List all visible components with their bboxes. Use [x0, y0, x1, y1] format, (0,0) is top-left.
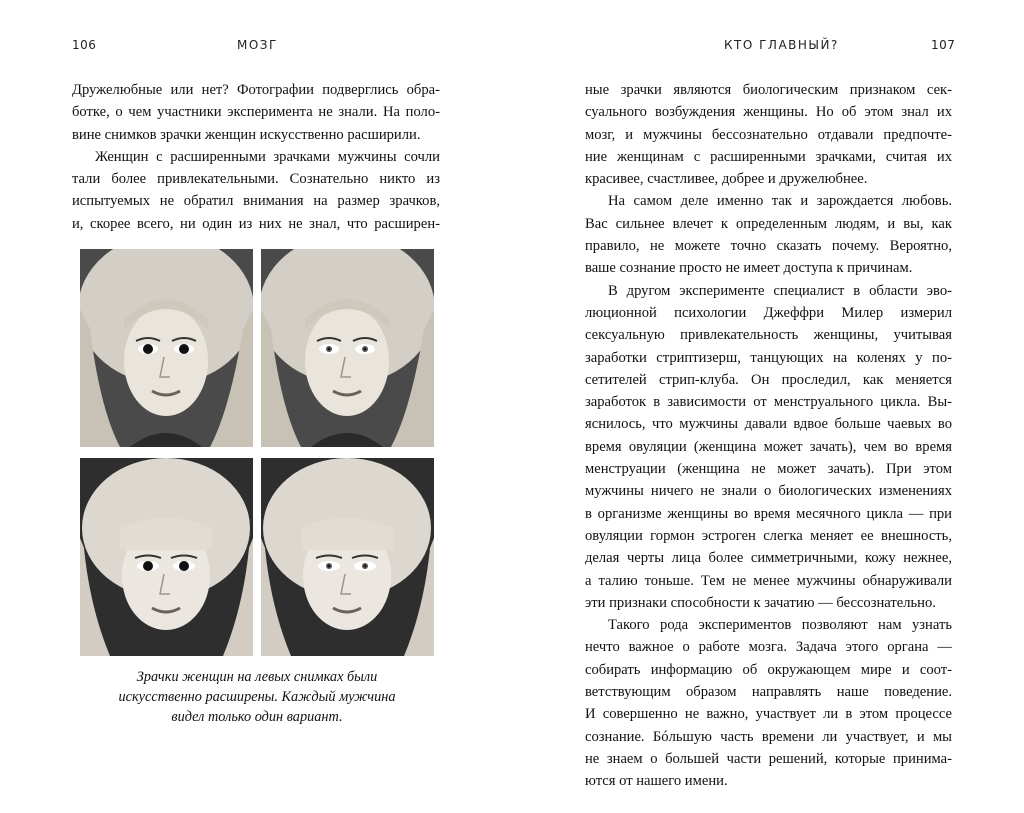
text-line: ются от нашего имени. — [585, 773, 728, 790]
right-page — [512, 0, 1024, 813]
portrait-image — [261, 458, 434, 656]
text-line: не знаем о большей части решений, которые принима- — [585, 750, 952, 767]
portrait-image — [261, 249, 434, 447]
left-page-number: 106 — [72, 38, 97, 52]
text-line: яснилось, что мужчины давали вдвое больше чаевых во — [585, 416, 952, 433]
text-line: менструации (женщина не может зачать). При этом — [585, 461, 952, 478]
text-line: заработок в зависимости от менструального цикла. Вы- — [585, 394, 952, 411]
text-line: ние женщинам с расширенными зрачками, считая их — [585, 148, 952, 165]
left-running-title: МОЗГ — [237, 38, 278, 52]
text-line: в организме женщины во время месячного цикла — при — [585, 505, 952, 522]
text-line: сетителей стрип-клуба. Он проследил, как меняется — [585, 371, 952, 388]
text-line: собирать информацию об окружающем мире и соот- — [585, 661, 952, 678]
right-body-text — [585, 79, 952, 793]
left-body-text — [72, 79, 440, 235]
text-line: испытуемых не обратил внимания на размер зрачков, — [72, 193, 440, 210]
text-line: овуляции гормон эстроген слегка меняет ее внешность, — [585, 527, 952, 544]
text-line: ботке, о чем участники эксперимента не знали. На поло- — [72, 104, 440, 121]
caption-line: видел только один вариант. — [171, 709, 343, 725]
text-line: нечто важное о работе мозга. Задача этого органа — — [585, 639, 952, 656]
text-line: вине снимков зрачки женщин искусственно расширили. — [72, 126, 421, 143]
text-line: суального возбуждения женщины. Но об этом знал их — [585, 104, 952, 121]
text-line: Вас сильнее влечет к определенным людям, и вы, как — [585, 215, 952, 232]
text-line: Женщин с расширенными зрачками мужчины сочли — [95, 148, 440, 165]
text-line: ные зрачки являются биологическим признаком сек- — [585, 82, 952, 98]
text-line: мозг, и мужчины бессознательно отдавали предпочте- — [585, 126, 952, 143]
text-line: тали более привлекательными. Сознательно никто из — [72, 171, 440, 188]
text-line: Дружелюбные или нет? Фотографии подверглись обра- — [72, 82, 440, 98]
text-line: эти признаки способности к зачатию — бессознательно. — [585, 594, 936, 611]
text-line: В другом эксперименте специалист в области эво- — [608, 282, 952, 299]
text-line: люционной психологии Джеффри Милер измерил — [585, 304, 952, 321]
text-line: Такого рода экспериментов позволяют нам узнать — [608, 617, 952, 634]
portrait-photo-normal-pupils-1 — [261, 249, 434, 447]
portrait-photo-normal-pupils-2 — [261, 458, 434, 656]
text-line: время овуляции (женщина может зачать), чем во время — [585, 438, 952, 455]
right-page-number: 107 — [931, 38, 956, 52]
text-line: ветствующим образом направлять наше поведение. — [585, 684, 952, 701]
text-line: сознание. Бóльшую часть времени ли участвует, и мы — [585, 728, 952, 745]
portrait-image — [80, 458, 253, 656]
text-line: И совершенно не важно, участвует ли в этом процессе — [585, 706, 952, 723]
text-line: мужчины ничего не знали о биологических изменениях — [585, 483, 952, 500]
text-line: красивее, счастливее, добрее и дружелюбнее. — [585, 171, 868, 188]
portrait-photo-dilated-pupils-1 — [80, 249, 253, 447]
text-line: сексуальную привлекательность женщины, учитывая — [585, 327, 952, 344]
figure-caption — [80, 667, 434, 727]
portrait-image — [80, 249, 253, 447]
text-line: правило, не можете точно сказать почему. Вероятно, — [585, 238, 952, 255]
caption-line: Зрачки женщин на левых снимках были — [136, 669, 378, 685]
right-running-title: КТО ГЛАВНЫЙ? — [724, 38, 839, 52]
text-line: и, скорее всего, ни один из них не знал, что расширен- — [72, 215, 440, 232]
caption-line: искусственно расширены. Каждый мужчина — [118, 689, 396, 705]
portrait-photo-dilated-pupils-2 — [80, 458, 253, 656]
text-line: ваше сознание просто не имеет доступа к причинам. — [585, 260, 913, 277]
text-line: заработки стриптизерш, танцующих на коленях у по- — [585, 349, 952, 366]
text-line: а талию тоньше. Тем не менее мужчины обнаруживали — [585, 572, 952, 589]
text-line: делая черты лица более симметричными, кожу нежнее, — [585, 550, 952, 567]
portrait-photo-grid — [80, 249, 434, 656]
text-line: На самом деле именно так и зарождается любовь. — [608, 193, 952, 210]
